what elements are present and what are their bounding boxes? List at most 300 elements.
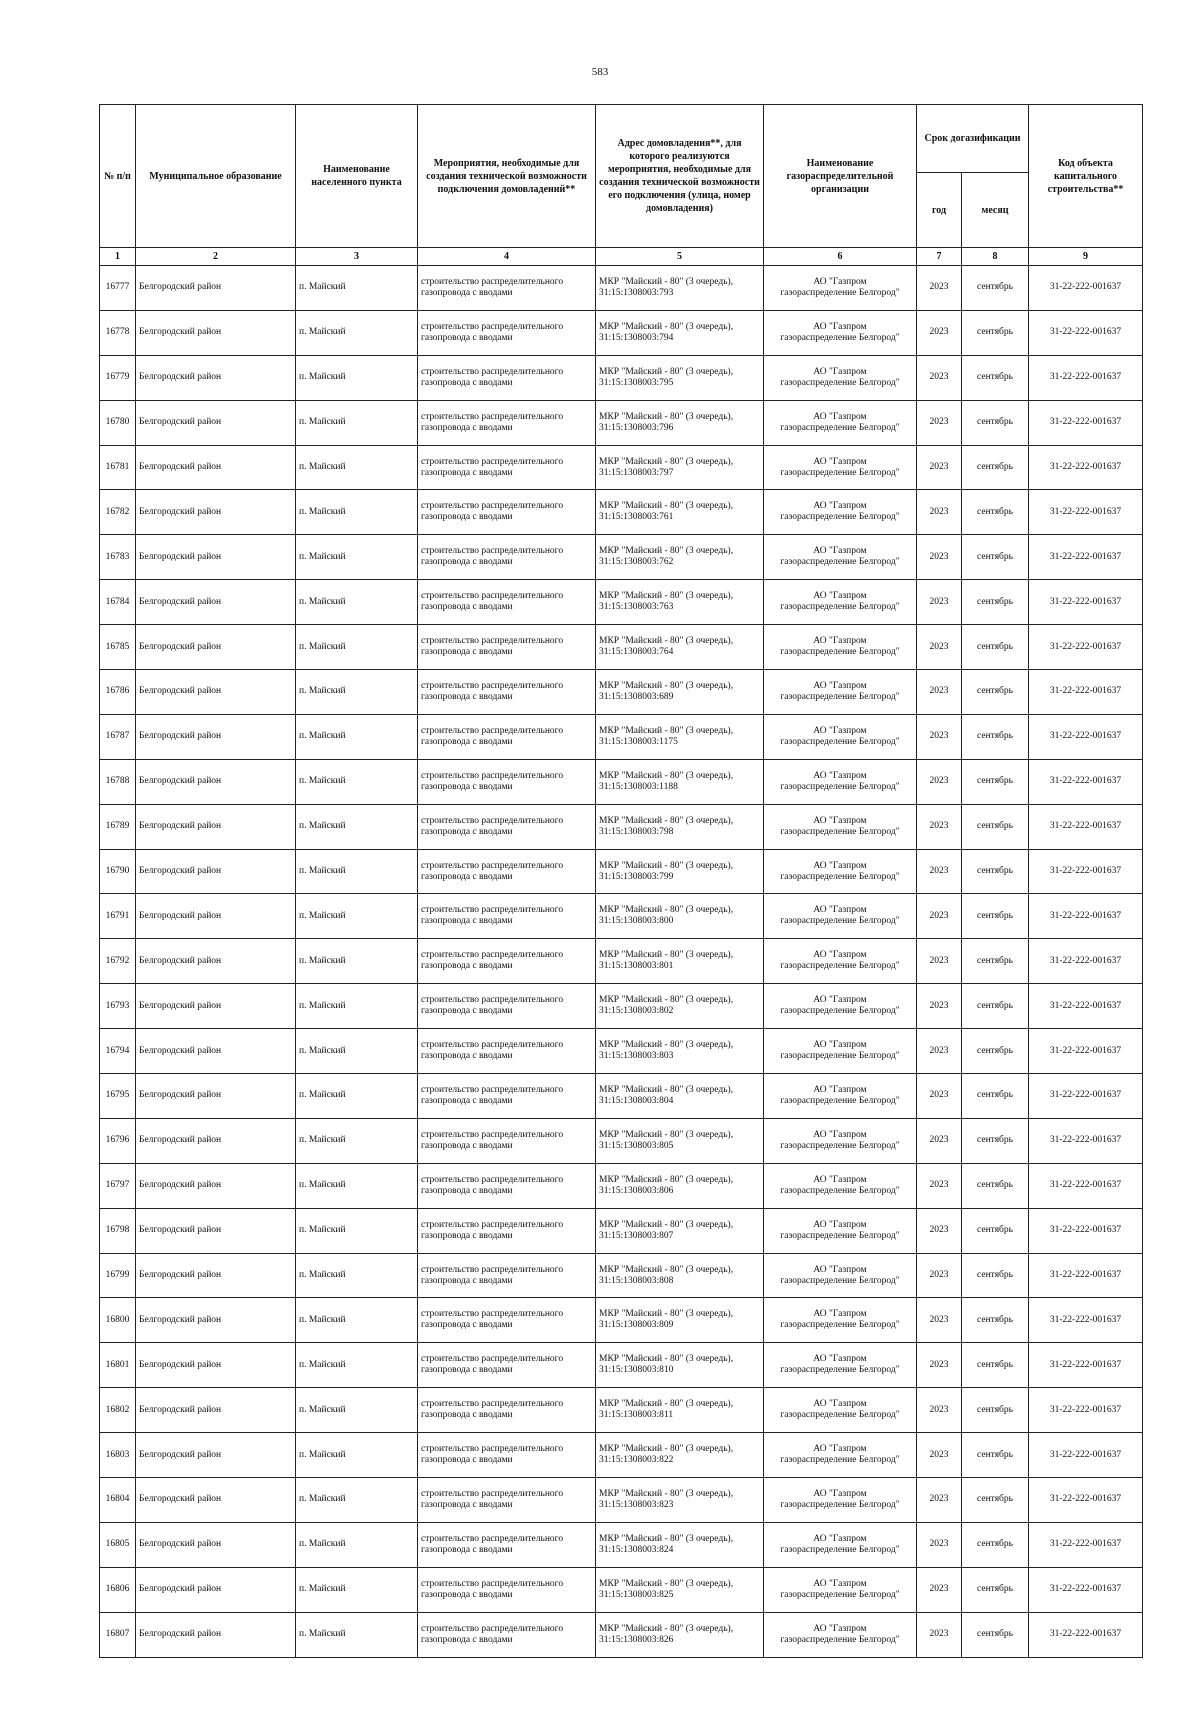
row-measures: строительство распределительного газопровода с вводами	[418, 535, 596, 580]
row-org	[764, 1253, 917, 1298]
row-address: МКР "Майский - 80" (3 очередь), 31:15:1308003:826	[596, 1612, 764, 1657]
row-municipality: Белгородский район	[136, 1074, 296, 1119]
row-number: 16800	[100, 1298, 136, 1343]
table-row	[100, 1298, 1143, 1343]
row-year: 2023	[917, 714, 962, 759]
row-municipality: Белгородский район	[136, 714, 296, 759]
row-code: 31-22-222-001637	[1029, 580, 1143, 625]
table-header	[100, 105, 1143, 266]
row-number: 16801	[100, 1343, 136, 1388]
row-org-line2: газораспределение Белгород"	[780, 1410, 900, 1421]
row-org-line1: АО "Газпром	[813, 1174, 867, 1185]
row-month: сентябрь	[962, 804, 1029, 849]
row-municipality: Белгородский район	[136, 266, 296, 311]
row-org	[764, 1118, 917, 1163]
row-locality: п. Майский	[296, 714, 418, 759]
row-org-line1: АО "Газпром	[813, 1444, 867, 1455]
row-year: 2023	[917, 804, 962, 849]
row-org-line2: газораспределение Белгород"	[780, 377, 900, 388]
table-body	[100, 266, 1143, 1658]
row-month: сентябрь	[962, 1029, 1029, 1074]
row-org-line2: газораспределение Белгород"	[780, 512, 900, 523]
row-org	[764, 759, 917, 804]
row-year: 2023	[917, 1298, 962, 1343]
row-org	[764, 1478, 917, 1523]
header-municipality: Муниципальное образование	[136, 105, 296, 248]
row-measures: строительство распределительного газопровода с вводами	[418, 939, 596, 984]
row-measures: строительство распределительного газопровода с вводами	[418, 1343, 596, 1388]
row-number: 16807	[100, 1612, 136, 1657]
row-year: 2023	[917, 670, 962, 715]
row-municipality: Белгородский район	[136, 1253, 296, 1298]
row-org-line2: газораспределение Белгород"	[780, 961, 900, 972]
row-number: 16793	[100, 984, 136, 1029]
row-month: сентябрь	[962, 266, 1029, 311]
row-municipality: Белгородский район	[136, 1433, 296, 1478]
row-measures: строительство распределительного газопровода с вводами	[418, 984, 596, 1029]
row-address: МКР "Майский - 80" (3 очередь), 31:15:1308003:809	[596, 1298, 764, 1343]
row-address: МКР "Майский - 80" (3 очередь), 31:15:1308003:795	[596, 355, 764, 400]
row-locality: п. Майский	[296, 1343, 418, 1388]
row-year: 2023	[917, 1388, 962, 1433]
row-org-line2: газораспределение Белгород"	[780, 1455, 900, 1466]
row-org-line2: газораспределение Белгород"	[780, 1544, 900, 1555]
column-number: 5	[596, 248, 764, 266]
row-org-line1: АО "Газпром	[813, 950, 867, 961]
column-number: 2	[136, 248, 296, 266]
row-measures: строительство распределительного газопровода с вводами	[418, 1567, 596, 1612]
row-municipality: Белгородский район	[136, 625, 296, 670]
row-address: МКР "Майский - 80" (3 очередь), 31:15:1308003:801	[596, 939, 764, 984]
row-measures: строительство распределительного газопровода с вводами	[418, 266, 596, 311]
row-month: сентябрь	[962, 445, 1029, 490]
row-address: МКР "Майский - 80" (3 очередь), 31:15:1308003:689	[596, 670, 764, 715]
row-municipality: Белгородский район	[136, 400, 296, 445]
row-locality: п. Майский	[296, 1163, 418, 1208]
row-locality: п. Майский	[296, 1478, 418, 1523]
row-measures: строительство распределительного газопровода с вводами	[418, 849, 596, 894]
row-number: 16783	[100, 535, 136, 580]
header-year: год	[917, 173, 962, 248]
row-org-line1: АО "Газпром	[813, 276, 867, 287]
row-number: 16799	[100, 1253, 136, 1298]
row-org-line2: газораспределение Белгород"	[780, 422, 900, 433]
column-number: 4	[418, 248, 596, 266]
row-year: 2023	[917, 535, 962, 580]
row-municipality: Белгородский район	[136, 1163, 296, 1208]
row-year: 2023	[917, 1567, 962, 1612]
row-month: сентябрь	[962, 1163, 1029, 1208]
row-org	[764, 400, 917, 445]
row-address: МКР "Майский - 80" (3 очередь), 31:15:1308003:761	[596, 490, 764, 535]
row-code: 31-22-222-001637	[1029, 939, 1143, 984]
row-org-line2: газораспределение Белгород"	[780, 871, 900, 882]
row-org-line1: АО "Газпром	[813, 321, 867, 332]
row-locality: п. Майский	[296, 400, 418, 445]
row-code: 31-22-222-001637	[1029, 804, 1143, 849]
page-number: 583	[591, 66, 609, 78]
row-locality: п. Майский	[296, 759, 418, 804]
row-month: сентябрь	[962, 1478, 1029, 1523]
row-year: 2023	[917, 490, 962, 535]
row-org-line2: газораспределение Белгород"	[780, 1185, 900, 1196]
row-measures: строительство распределительного газопровода с вводами	[418, 1612, 596, 1657]
table-row	[100, 1567, 1143, 1612]
row-address: МКР "Майский - 80" (3 очередь), 31:15:1308003:810	[596, 1343, 764, 1388]
row-org-line2: газораспределение Белгород"	[780, 647, 900, 658]
row-code: 31-22-222-001637	[1029, 1478, 1143, 1523]
table-row	[100, 580, 1143, 625]
row-address: МКР "Майский - 80" (3 очередь), 31:15:1308003:825	[596, 1567, 764, 1612]
row-measures: строительство распределительного газопровода с вводами	[418, 310, 596, 355]
row-org	[764, 984, 917, 1029]
row-locality: п. Майский	[296, 1433, 418, 1478]
row-address: МКР "Майский - 80" (3 очередь), 31:15:1308003:811	[596, 1388, 764, 1433]
row-code: 31-22-222-001637	[1029, 1298, 1143, 1343]
row-org-line2: газораспределение Белгород"	[780, 826, 900, 837]
row-address: МКР "Майский - 80" (3 очередь), 31:15:1308003:797	[596, 445, 764, 490]
row-year: 2023	[917, 1612, 962, 1657]
header-month: месяц	[962, 173, 1029, 248]
row-year: 2023	[917, 400, 962, 445]
row-municipality: Белгородский район	[136, 804, 296, 849]
row-locality: п. Майский	[296, 1298, 418, 1343]
row-measures: строительство распределительного газопровода с вводами	[418, 355, 596, 400]
row-month: сентябрь	[962, 894, 1029, 939]
row-address: МКР "Майский - 80" (3 очередь), 31:15:1308003:803	[596, 1029, 764, 1074]
row-municipality: Белгородский район	[136, 1522, 296, 1567]
row-code: 31-22-222-001637	[1029, 1074, 1143, 1119]
row-measures: строительство распределительного газопровода с вводами	[418, 1388, 596, 1433]
row-org	[764, 625, 917, 670]
row-locality: п. Майский	[296, 670, 418, 715]
row-code: 31-22-222-001637	[1029, 1208, 1143, 1253]
row-municipality: Белгородский район	[136, 894, 296, 939]
row-address: МКР "Майский - 80" (3 очередь), 31:15:1308003:802	[596, 984, 764, 1029]
row-month: сентябрь	[962, 984, 1029, 1029]
row-number: 16804	[100, 1478, 136, 1523]
row-month: сентябрь	[962, 580, 1029, 625]
row-org	[764, 1074, 917, 1119]
row-org	[764, 1298, 917, 1343]
row-address: МКР "Майский - 80" (3 очередь), 31:15:1308003:807	[596, 1208, 764, 1253]
row-locality: п. Майский	[296, 445, 418, 490]
row-org-line1: АО "Газпром	[813, 905, 867, 916]
row-org	[764, 1433, 917, 1478]
row-org-line1: АО "Газпром	[813, 1219, 867, 1230]
row-org	[764, 1388, 917, 1433]
row-code: 31-22-222-001637	[1029, 266, 1143, 311]
row-org	[764, 355, 917, 400]
row-org-line2: газораспределение Белгород"	[780, 1006, 900, 1017]
row-measures: строительство распределительного газопровода с вводами	[418, 714, 596, 759]
row-municipality: Белгородский район	[136, 1298, 296, 1343]
row-org	[764, 1029, 917, 1074]
row-org-line1: АО "Газпром	[813, 411, 867, 422]
row-number: 16796	[100, 1118, 136, 1163]
table-row	[100, 714, 1143, 759]
row-locality: п. Майский	[296, 266, 418, 311]
row-municipality: Белгородский район	[136, 1388, 296, 1433]
row-locality: п. Майский	[296, 1118, 418, 1163]
table-row	[100, 1388, 1143, 1433]
row-number: 16784	[100, 580, 136, 625]
row-number: 16795	[100, 1074, 136, 1119]
row-address: МКР "Майский - 80" (3 очередь), 31:15:1308003:764	[596, 625, 764, 670]
row-number: 16790	[100, 849, 136, 894]
row-month: сентябрь	[962, 310, 1029, 355]
row-code: 31-22-222-001637	[1029, 1388, 1143, 1433]
row-municipality: Белгородский район	[136, 1343, 296, 1388]
row-org-line2: газораспределение Белгород"	[780, 916, 900, 927]
row-number: 16786	[100, 670, 136, 715]
table-row	[100, 1343, 1143, 1388]
row-month: сентябрь	[962, 1208, 1029, 1253]
row-code: 31-22-222-001637	[1029, 1253, 1143, 1298]
row-number: 16779	[100, 355, 136, 400]
row-org-line2: газораспределение Белгород"	[780, 781, 900, 792]
row-org	[764, 1567, 917, 1612]
row-org-line2: газораспределение Белгород"	[780, 1499, 900, 1510]
row-address: МКР "Майский - 80" (3 очередь), 31:15:1308003:1188	[596, 759, 764, 804]
row-address: МКР "Майский - 80" (3 очередь), 31:15:1308003:798	[596, 804, 764, 849]
row-code: 31-22-222-001637	[1029, 310, 1143, 355]
row-code: 31-22-222-001637	[1029, 1612, 1143, 1657]
table-row	[100, 849, 1143, 894]
row-org-line1: АО "Газпром	[813, 1129, 867, 1140]
row-address: МКР "Майский - 80" (3 очередь), 31:15:1308003:763	[596, 580, 764, 625]
row-municipality: Белгородский район	[136, 939, 296, 984]
row-municipality: Белгородский район	[136, 1208, 296, 1253]
row-municipality: Белгородский район	[136, 490, 296, 535]
row-org	[764, 714, 917, 759]
row-code: 31-22-222-001637	[1029, 1522, 1143, 1567]
row-address: МКР "Майский - 80" (3 очередь), 31:15:1308003:823	[596, 1478, 764, 1523]
row-measures: строительство распределительного газопровода с вводами	[418, 580, 596, 625]
row-year: 2023	[917, 1029, 962, 1074]
row-number: 16778	[100, 310, 136, 355]
column-number: 9	[1029, 248, 1143, 266]
row-number: 16785	[100, 625, 136, 670]
table-row	[100, 1522, 1143, 1567]
row-org-line1: АО "Газпром	[813, 456, 867, 467]
row-address: МКР "Майский - 80" (3 очередь), 31:15:1308003:824	[596, 1522, 764, 1567]
row-year: 2023	[917, 1163, 962, 1208]
row-number: 16802	[100, 1388, 136, 1433]
row-locality: п. Майский	[296, 1253, 418, 1298]
row-number: 16797	[100, 1163, 136, 1208]
row-locality: п. Майский	[296, 1388, 418, 1433]
row-org	[764, 310, 917, 355]
row-code: 31-22-222-001637	[1029, 849, 1143, 894]
row-year: 2023	[917, 939, 962, 984]
row-address: МКР "Майский - 80" (3 очередь), 31:15:1308003:793	[596, 266, 764, 311]
row-locality: п. Майский	[296, 1612, 418, 1657]
row-measures: строительство распределительного газопровода с вводами	[418, 894, 596, 939]
table-row	[100, 1478, 1143, 1523]
row-number: 16798	[100, 1208, 136, 1253]
row-address: МКР "Майский - 80" (3 очередь), 31:15:1308003:800	[596, 894, 764, 939]
row-org-line2: газораспределение Белгород"	[780, 1365, 900, 1376]
row-address: МКР "Майский - 80" (3 очередь), 31:15:1308003:762	[596, 535, 764, 580]
row-org-line2: газораспределение Белгород"	[780, 467, 900, 478]
row-municipality: Белгородский район	[136, 984, 296, 1029]
row-code: 31-22-222-001637	[1029, 490, 1143, 535]
row-code: 31-22-222-001637	[1029, 1567, 1143, 1612]
row-code: 31-22-222-001637	[1029, 670, 1143, 715]
row-code: 31-22-222-001637	[1029, 1118, 1143, 1163]
row-org-line2: газораспределение Белгород"	[780, 557, 900, 568]
row-year: 2023	[917, 1074, 962, 1119]
row-measures: строительство распределительного газопровода с вводами	[418, 490, 596, 535]
row-org-line1: АО "Газпром	[813, 546, 867, 557]
row-org-line1: АО "Газпром	[813, 501, 867, 512]
row-measures: строительство распределительного газопровода с вводами	[418, 1118, 596, 1163]
header-locality: Наименование населенного пункта	[296, 105, 418, 248]
row-measures: строительство распределительного газопровода с вводами	[418, 804, 596, 849]
table-row	[100, 1612, 1143, 1657]
row-org	[764, 670, 917, 715]
row-month: сентябрь	[962, 1298, 1029, 1343]
row-org-line2: газораспределение Белгород"	[780, 1140, 900, 1151]
row-org-line2: газораспределение Белгород"	[780, 1320, 900, 1331]
row-code: 31-22-222-001637	[1029, 714, 1143, 759]
row-org	[764, 1612, 917, 1657]
row-locality: п. Майский	[296, 625, 418, 670]
table-row	[100, 939, 1143, 984]
row-code: 31-22-222-001637	[1029, 1433, 1143, 1478]
row-month: сентябрь	[962, 400, 1029, 445]
row-org-line1: АО "Газпром	[813, 1488, 867, 1499]
row-address: МКР "Майский - 80" (3 очередь), 31:15:1308003:1175	[596, 714, 764, 759]
row-month: сентябрь	[962, 1567, 1029, 1612]
row-code: 31-22-222-001637	[1029, 400, 1143, 445]
row-year: 2023	[917, 1522, 962, 1567]
table-row	[100, 355, 1143, 400]
row-org-line1: АО "Газпром	[813, 636, 867, 647]
row-address: МКР "Майский - 80" (3 очередь), 31:15:1308003:808	[596, 1253, 764, 1298]
row-org	[764, 580, 917, 625]
row-year: 2023	[917, 266, 962, 311]
table-row	[100, 670, 1143, 715]
row-year: 2023	[917, 445, 962, 490]
row-org-line2: газораспределение Белгород"	[780, 602, 900, 613]
row-org-line1: АО "Газпром	[813, 1399, 867, 1410]
row-locality: п. Майский	[296, 580, 418, 625]
row-org	[764, 849, 917, 894]
row-measures: строительство распределительного газопровода с вводами	[418, 1029, 596, 1074]
gasification-table	[99, 104, 1143, 1658]
row-locality: п. Майский	[296, 1074, 418, 1119]
row-measures: строительство распределительного газопровода с вводами	[418, 1478, 596, 1523]
row-number: 16789	[100, 804, 136, 849]
row-org	[764, 804, 917, 849]
row-org-line2: газораспределение Белгород"	[780, 736, 900, 747]
row-org-line1: АО "Газпром	[813, 995, 867, 1006]
row-month: сентябрь	[962, 670, 1029, 715]
table-row	[100, 1208, 1143, 1253]
column-number: 6	[764, 248, 917, 266]
row-address: МКР "Майский - 80" (3 очередь), 31:15:1308003:806	[596, 1163, 764, 1208]
row-year: 2023	[917, 310, 962, 355]
row-org	[764, 1208, 917, 1253]
row-measures: строительство распределительного газопровода с вводами	[418, 625, 596, 670]
row-year: 2023	[917, 355, 962, 400]
row-year: 2023	[917, 984, 962, 1029]
table-row	[100, 984, 1143, 1029]
row-locality: п. Майский	[296, 939, 418, 984]
row-org-line1: АО "Газпром	[813, 770, 867, 781]
row-locality: п. Майский	[296, 894, 418, 939]
row-year: 2023	[917, 580, 962, 625]
row-month: сентябрь	[962, 490, 1029, 535]
row-org	[764, 490, 917, 535]
column-number: 1	[100, 248, 136, 266]
row-code: 31-22-222-001637	[1029, 535, 1143, 580]
row-municipality: Белгородский район	[136, 580, 296, 625]
row-org-line2: газораспределение Белгород"	[780, 1095, 900, 1106]
row-code: 31-22-222-001637	[1029, 445, 1143, 490]
row-locality: п. Майский	[296, 355, 418, 400]
row-number: 16780	[100, 400, 136, 445]
table-row	[100, 1253, 1143, 1298]
row-code: 31-22-222-001637	[1029, 355, 1143, 400]
row-municipality: Белгородский район	[136, 355, 296, 400]
table-row	[100, 445, 1143, 490]
row-measures: строительство распределительного газопровода с вводами	[418, 400, 596, 445]
row-month: сентябрь	[962, 1388, 1029, 1433]
row-org-line1: АО "Газпром	[813, 1578, 867, 1589]
row-number: 16794	[100, 1029, 136, 1074]
row-number: 16782	[100, 490, 136, 535]
row-org-line1: АО "Газпром	[813, 1533, 867, 1544]
row-org-line2: газораспределение Белгород"	[780, 691, 900, 702]
row-address: МКР "Майский - 80" (3 очередь), 31:15:1308003:804	[596, 1074, 764, 1119]
row-month: сентябрь	[962, 759, 1029, 804]
row-code: 31-22-222-001637	[1029, 1029, 1143, 1074]
row-measures: строительство распределительного газопровода с вводами	[418, 1253, 596, 1298]
row-org	[764, 266, 917, 311]
row-org-line1: АО "Газпром	[813, 1309, 867, 1320]
row-month: сентябрь	[962, 714, 1029, 759]
row-address: МКР "Майский - 80" (3 очередь), 31:15:1308003:799	[596, 849, 764, 894]
row-measures: строительство распределительного газопровода с вводами	[418, 445, 596, 490]
column-number-row	[100, 248, 1143, 266]
header-num: № п/п	[100, 105, 136, 248]
header-measures: Мероприятия, необходимые для создания технической возможности подключения домовладений**	[418, 105, 596, 248]
row-number: 16803	[100, 1433, 136, 1478]
column-number: 7	[917, 248, 962, 266]
table-row	[100, 894, 1143, 939]
row-year: 2023	[917, 1478, 962, 1523]
row-measures: строительство распределительного газопровода с вводами	[418, 1522, 596, 1567]
row-year: 2023	[917, 1118, 962, 1163]
table-row	[100, 804, 1143, 849]
row-org	[764, 1343, 917, 1388]
row-month: сентябрь	[962, 535, 1029, 580]
row-year: 2023	[917, 849, 962, 894]
row-org-line1: АО "Газпром	[813, 591, 867, 602]
row-code: 31-22-222-001637	[1029, 1163, 1143, 1208]
row-measures: строительство распределительного газопровода с вводами	[418, 1433, 596, 1478]
row-org-line1: АО "Газпром	[813, 860, 867, 871]
row-municipality: Белгородский район	[136, 1118, 296, 1163]
row-month: сентябрь	[962, 1074, 1029, 1119]
row-municipality: Белгородский район	[136, 1029, 296, 1074]
row-code: 31-22-222-001637	[1029, 1343, 1143, 1388]
row-org-line1: АО "Газпром	[813, 680, 867, 691]
row-org-line1: АО "Газпром	[813, 1040, 867, 1051]
